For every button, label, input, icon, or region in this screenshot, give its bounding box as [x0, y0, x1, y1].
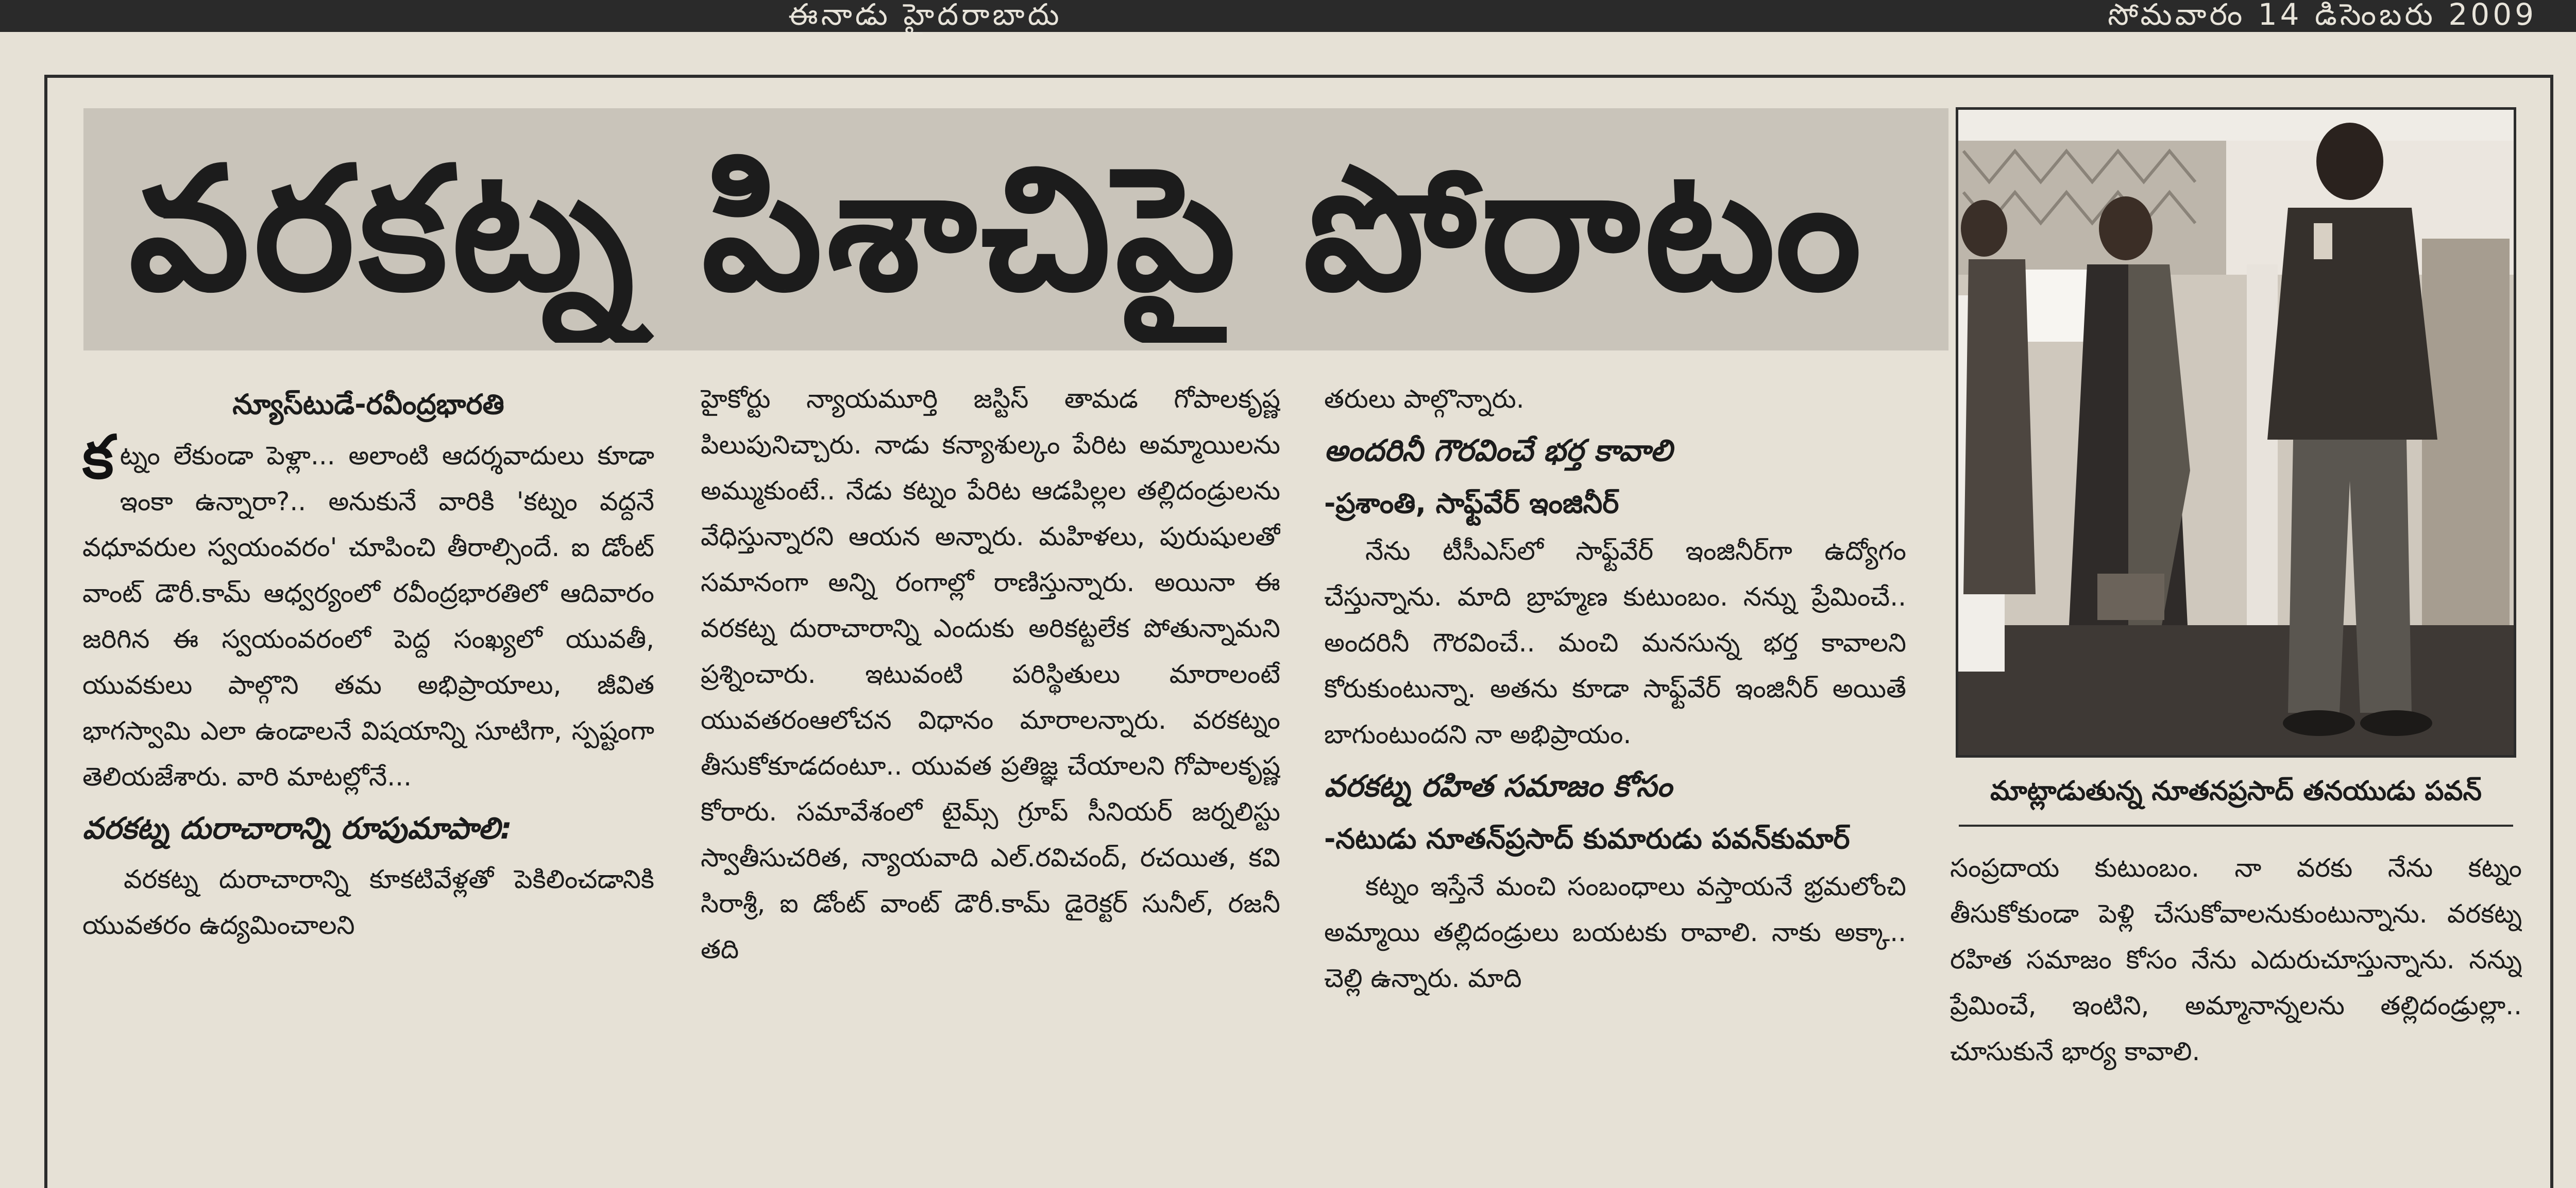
article-column-2	[701, 376, 1280, 1154]
drop-cap: క	[82, 423, 114, 492]
subheading: వరకట్న రహిత సమాజం కోసం	[1324, 768, 1672, 804]
quote-attribution: -ప్రశాంతి, సాఫ్ట్‌వేర్ ఇంజినీర్	[1324, 487, 1619, 520]
article-headline: వరకట్న పిశాచిపై పోరాటం	[129, 130, 1866, 328]
intro-paragraph	[82, 423, 654, 800]
body-paragraph: నేను టీసీఎస్‌లో సాఫ్ట్‌వేర్ ఇంజినీర్‌గా ఉద్యోగం చేస్తున్నాను. మాది బ్రాహ్మణ కుటుంబం. నన్ను ప్రేమించే.. అందరినీ గౌరవించే.. మంచి మనసున్న భర్త కావాలని కోరుకుంటున్నా. అతను కూడా సాఫ్ట్‌వేర్ ఇంజినీర్ అయితే బాగుంటుందని నా అభిప్రాయం.	[1324, 536, 1906, 749]
subheading: అందరినీ గౌరవించే భర్త కావాలి	[1324, 433, 1672, 468]
intro-text: ట్నం లేకుండా పెళ్లా... అలాంటి ఆదర్శవాదులు కూడా ఇంకా ఉన్నారా?.. అనుకునే వారికి 'కట్నం వద్దనే వధూవరుల స్వయంవరం' చూపించి తీరాల్సిందే. ఐ డోంట్ వాంట్ డౌరీ.కామ్ ఆధ్వర్యంలో రవీంద్రభారతిలో ఆదివారం జరిగిన ఈ స్వయంవరంలో పెద్ద సంఖ్యలో యువతీ, యువకులు పాల్గొని తమ అభిప్రాయాలు, జీవిత భాగస్వామి ఎలా ఉండాలనే విషయాన్ని సూటిగా, స్పష్టంగా తెలియజేశారు. వారి మాటల్లోనే...	[82, 441, 654, 792]
body-paragraph: సంప్రదాయ కుటుంబం. నా వరకు నేను కట్నం తీసుకోకుండా పెళ్లి చేసుకోవాలనుకుంటున్నాను. వరకట్న రహిత సమాజం కోసం నేను ఎదురుచూస్తున్నాను. నన్ను ప్రేమించే, ఇంటిని, అమ్మానాన్నలను తల్లిదండ్రుల్లా.. చూసుకునే భార్య కావాలి.	[1950, 853, 2522, 1066]
photo-caption: మాట్లాడుతున్న నూతనప్రసాద్ తనయుడు పవన్	[1990, 776, 2482, 807]
quote-attribution: -నటుడు నూతన్‌ప్రసాద్ కుమారుడు పవన్‌కుమార్	[1324, 823, 1850, 855]
article-column-4	[1950, 845, 2522, 1154]
body-paragraph: వరకట్న దురాచారాన్ని కూకటివేళ్లతో పెకిలించడానికి యువతరం ఉద్యమించాలని	[82, 864, 654, 940]
byline: న్యూస్‌టుడే-రవీంద్రభారతి	[232, 388, 504, 421]
body-paragraph: కట్నం ఇస్తేనే మంచి సంబంధాలు వస్తాయనే భ్రమలోంచి అమ్మాయి తల్లిదండ్రులు బయటకు రావాలి. నాకు అక్కా.. చెల్లి ఉన్నారు. మాది	[1324, 872, 1906, 993]
paper-name: ఈనాడు హైదరాబాదు	[788, 0, 1062, 32]
page-header-strip	[0, 0, 2576, 32]
body-paragraph: హైకోర్టు న్యాయమూర్తి జస్టిస్ తామడ గోపాలకృష్ణ పిలుపునిచ్చారు. నాడు కన్యాశుల్కం పేరిట అమ్మాయిలను అమ్ముకుంటే.. నేడు కట్నం పేరిట ఆడపిల్లల తల్లిదండ్రులను వేధిస్తున్నారని ఆయన అన్నారు. మహిళలు, పురుషులతో సమానంగా అన్ని రంగాల్లో రాణిస్తున్నారు. అయినా ఈ వరకట్న దురాచారాన్ని ఎందుకు అరికట్టలేక పోతున్నామని ప్రశ్నించారు. ఇటువంటి పరిస్థితులు మారాలంటే యువతరంఆలోచన విధానం మారాలన్నారు. వరకట్నం తీసుకోకూడదంటూ.. యువత ప్రతిజ్ఞ చేయాలని గోపాలకృష్ణ కోరారు. సమావేశంలో టైమ్స్ గ్రూప్ సీనియర్ జర్నలిస్టు స్వాతీసుచరిత, న్యాయవాది ఎల్.రవిచంద్, రచయిత, కవి సిరాశ్రీ, ఐ డోంట్ వాంట్ డౌరీ.కామ్ డైరెక్టర్ సునీల్, రజనీ తది	[701, 384, 1280, 964]
article-column-1	[82, 376, 654, 1154]
body-paragraph: తరులు పాల్గొన్నారు.	[1324, 384, 1524, 414]
caption-divider	[1959, 825, 2513, 827]
article-photo	[1956, 107, 2516, 758]
article-column-3	[1324, 376, 1906, 1154]
subheading: వరకట్న దురాచారాన్ని రూపుమాపాలి:	[82, 811, 512, 846]
issue-date: సోమవారం 14 డిసెంబరు 2009	[2108, 0, 2537, 32]
